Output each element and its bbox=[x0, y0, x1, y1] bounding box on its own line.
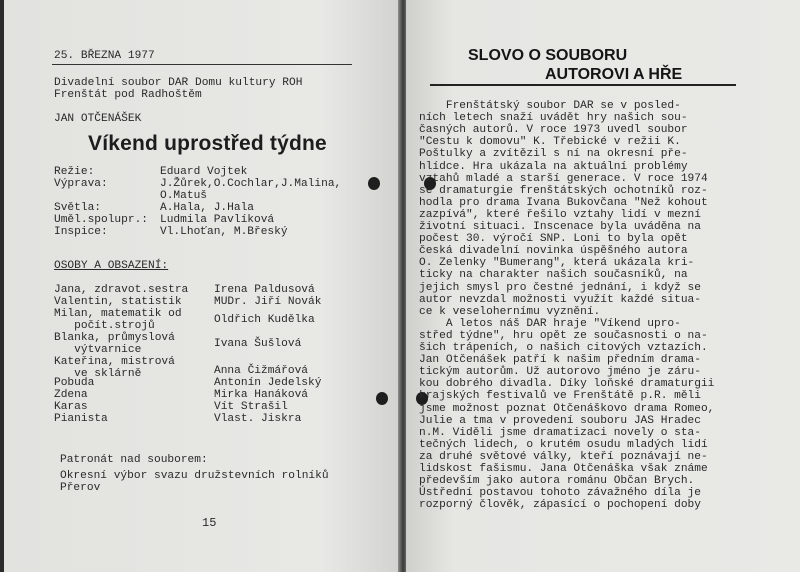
cast-heading: OSOBY A OBSAZENÍ: bbox=[54, 260, 169, 272]
body-line: česká divadelní novinka úspěšného autora bbox=[419, 245, 688, 258]
body-line: vztahů mladé a starší generace. V roce 1974 bbox=[419, 172, 708, 185]
patron-label: Patronát nad souborem: bbox=[60, 454, 208, 466]
credit-role-stage-manager: Inspice: bbox=[54, 226, 108, 238]
body-line: krajských festivalů ve Frenštátě p.R. měli bbox=[419, 390, 701, 403]
play-title: Víkend uprostřed týdne bbox=[88, 132, 327, 155]
body-line: autor nevzdal možnosti využít každé situa- bbox=[419, 293, 701, 306]
date-line: 25. BŘEZNA 1977 bbox=[54, 50, 155, 62]
cast-role-cont: výtvarnice bbox=[54, 344, 142, 356]
body-line: šich trápeních, o našich citových vztazích. bbox=[419, 342, 708, 354]
credit-names-design-1: J.Žůrek,O.Cochlar,J.Malina, bbox=[160, 178, 342, 190]
cast-role: Zdena bbox=[54, 389, 88, 401]
body-line: časných autorů. V roce 1973 uvedl soubor bbox=[419, 124, 688, 137]
body-line: životní situaci. Inscenace byla uváděna na bbox=[419, 221, 701, 233]
cast-actor: Ivana Šušlová bbox=[214, 338, 302, 350]
ensemble-line-2: Frenštát pod Radhoštěm bbox=[54, 89, 202, 101]
article-heading-line-2: AUTOROVI A HŘE bbox=[545, 66, 683, 83]
body-line: tickým autorům. Už autorovo jméno je záru- bbox=[419, 366, 701, 379]
body-line: hlídce. Hra ukázala na aktuální problémy bbox=[419, 160, 688, 173]
cast-role: Valentin, statistik bbox=[54, 296, 182, 308]
credit-role-design: Výprava: bbox=[54, 178, 108, 190]
heading-rule bbox=[430, 84, 736, 86]
cast-role: Kateřina, mistrová bbox=[54, 356, 175, 368]
cast-role: Blanka, průmyslová bbox=[54, 332, 175, 344]
cast-actor: Antonín Jedelský bbox=[214, 377, 322, 389]
body-line: se dramaturgie frenštátských ochotníků roz- bbox=[419, 184, 708, 197]
cast-role-cont: ve sklárně bbox=[54, 368, 142, 380]
cast-role: Milan, matematik od bbox=[54, 308, 182, 320]
cast-actor: Oldřich Kudělka bbox=[214, 314, 315, 326]
binding-hole bbox=[376, 392, 388, 405]
body-line: zazpívá", které řešilo vztahy lidí v mezní bbox=[419, 208, 701, 221]
body-line: n.M. Viděli jsme dramatizaci novely o sta- bbox=[419, 426, 701, 439]
left-page bbox=[4, 0, 400, 572]
cast-actor: MUDr. Jiří Novák bbox=[214, 296, 322, 308]
body-line: počest 30. výročí SNP. Loni to byla opět bbox=[419, 233, 688, 246]
body-line: střed týdne", hru opět ze současnosti o na- bbox=[419, 329, 708, 342]
patron-line-2: Přerov bbox=[60, 482, 101, 494]
body-line: Poštulky a zvítězil s ní na okresní pře- bbox=[419, 148, 688, 161]
body-line: "Cestu k domovu" K. Třebické v režii K. bbox=[419, 136, 681, 149]
cast-role: Pianista bbox=[54, 413, 108, 425]
body-line: lidskost fašismu. Jana Otčenáška však známe bbox=[419, 463, 708, 475]
body-line: především jako autora románu Občan Brych. bbox=[419, 475, 695, 488]
body-line: rozporný člověk, zápasící o pochopení doby bbox=[419, 499, 701, 512]
body-line: tečných lidech, o krutém osudu mladých lidí bbox=[419, 438, 708, 451]
patron-line-1: Okresní výbor svazu družstevních rolníků bbox=[60, 470, 329, 482]
cast-actor: Vlast. Jiskra bbox=[214, 413, 302, 425]
credit-names-stage-manager: Vl.Lhoťan, M.Břeský bbox=[160, 226, 288, 238]
page-number: 15 bbox=[202, 516, 217, 530]
body-line: Ústřední postavou tohoto závažného díla je bbox=[419, 487, 701, 500]
body-line: ticky na charakter našich současníků, na bbox=[419, 269, 688, 282]
binding-hole bbox=[368, 177, 380, 190]
body-line: Frenštátský soubor DAR se v posled- bbox=[419, 100, 681, 112]
body-line: Julie a tma v provedení souboru JAS Hradec bbox=[419, 414, 701, 427]
body-line: jejich smysl pro čestné jednání, i když se bbox=[419, 281, 701, 294]
credit-names-direction: Eduard Vojtek bbox=[160, 166, 248, 178]
credit-role-direction: Režie: bbox=[54, 166, 95, 178]
cast-role: Karas bbox=[54, 401, 88, 413]
body-line: Jan Otčenášek patří k našim předním drama- bbox=[419, 354, 701, 367]
body-line: za druhé světové války, kteří poznávají ne- bbox=[419, 450, 708, 463]
body-line: jsme možnost poznat Otčenáškovo drama Romeo, bbox=[419, 402, 715, 415]
cast-role: Jana, zdravot.sestra bbox=[54, 284, 189, 296]
cast-actor: Mirka Hanáková bbox=[214, 389, 308, 401]
cast-actor: Vít Strašil bbox=[214, 401, 288, 413]
credit-names-design-2: O.Matuš bbox=[160, 190, 207, 202]
credit-role-artistic: Uměl.spolupr.: bbox=[54, 214, 148, 226]
credit-role-lights: Světla: bbox=[54, 202, 101, 214]
body-line: O. Zelenky "Bumerang", která ukázala kri- bbox=[419, 257, 695, 270]
body-line: kou dobrého divadla. Díky loňské dramaturgii bbox=[419, 378, 715, 391]
article-heading-line-1: SLOVO O SOUBORU bbox=[468, 47, 628, 64]
body-line: hodla pro drama Ivana Bukovčana "Než kohout bbox=[419, 196, 708, 209]
credit-names-artistic: Ludmila Pavlíková bbox=[160, 214, 275, 226]
cast-actor: Irena Paldusová bbox=[214, 284, 315, 296]
ensemble-line-1: Divadelní soubor DAR Domu kultury ROH bbox=[54, 77, 303, 89]
body-line: ce k veselohernímu vyznění. bbox=[419, 305, 601, 318]
author-name: JAN OTČENÁŠEK bbox=[54, 113, 142, 125]
cast-role: Pobuda bbox=[54, 377, 95, 389]
cast-role-cont: počít.strojů bbox=[54, 320, 155, 332]
credit-names-lights: A.Hala, J.Hala bbox=[160, 202, 254, 214]
date-rule bbox=[52, 64, 352, 65]
body-line: ních letech snaží uvádět hry našich sou- bbox=[419, 112, 688, 125]
cast-actor: Anna Čižmářová bbox=[214, 365, 308, 377]
body-line: A letos náš DAR hraje "Víkend upro- bbox=[419, 317, 681, 330]
